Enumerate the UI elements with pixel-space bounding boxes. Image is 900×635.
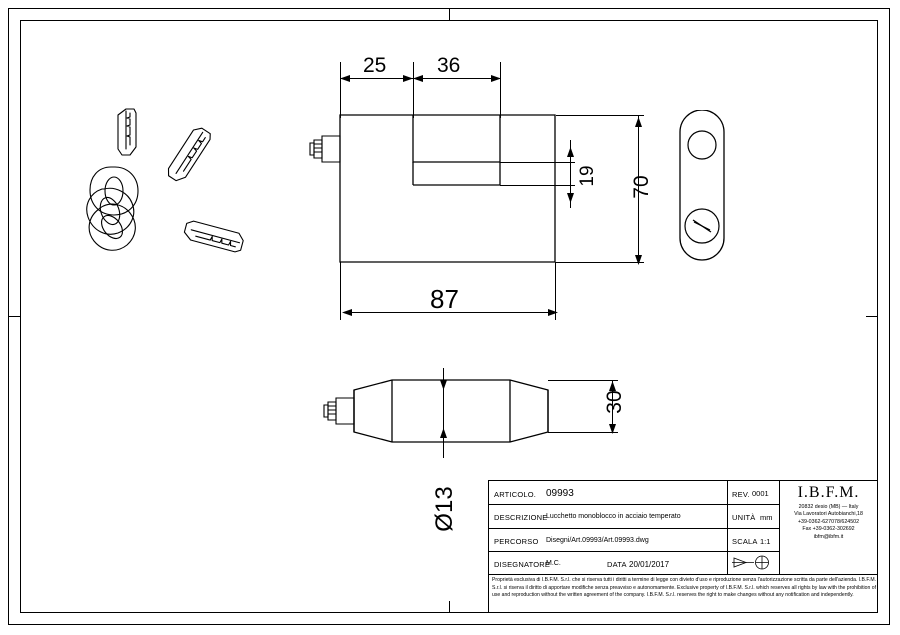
tb-label-scala: SCALA: [732, 537, 758, 546]
brand-name: I.B.F.M.: [797, 484, 860, 501]
tb-hline-4: [489, 574, 877, 575]
brand-block: [781, 484, 876, 541]
tb-value-rev: 0001: [752, 489, 769, 498]
legal-notice: Proprietà esclusiva di I.B.F.M. S.r.l. che si riserva tutti i diritti a termine di legge con divieto d'uso e riproduzione senza l'autorizzazione scritta da parte dell'azienda. I.B.F.M. S.r.l. si riserva il diritto di apportare modifiche senza preavviso e autonomamente. Exclusive property of I.B.F.M. S.r.l. which reserves all rights by law with the prohibition of use and reproduction without the written agreement of the company. I.B.F.M. S.r.l. reserves the right to make changes without any notification and independently.: [492, 577, 876, 599]
brand-address-line-1: 20832 desio (MB) — Italy: [798, 504, 859, 510]
brand-address-line-5: ibfm@ibfm.it: [813, 533, 844, 540]
brand-address: [781, 504, 876, 541]
tb-value-descrizione: Lucchetto monoblocco in acciaio temperato: [546, 513, 681, 520]
tb-value-unita: mm: [760, 513, 773, 522]
tb-vline-right: [779, 481, 780, 574]
tb-vline-left: [727, 481, 728, 574]
brand-address-line-3: +39-0362-627078/624502: [797, 518, 860, 525]
tb-value-data: 20/01/2017: [629, 560, 670, 569]
tb-hline-2: [489, 528, 779, 529]
frame-tick-bottom: [449, 601, 450, 613]
tb-label-data: DATA: [607, 560, 627, 569]
tb-label-percorso: PERCORSO: [494, 537, 539, 546]
frame-tick-right: [866, 316, 878, 317]
tb-hline-3: [489, 551, 779, 552]
brand-address-line-2: Via Lavoratori Autobianchi,18: [794, 511, 863, 518]
dim-label-87: 87: [430, 284, 459, 314]
dim-label-19: 19: [577, 165, 598, 187]
projection-symbol-icon: [732, 554, 776, 572]
keys-illustration: [70, 105, 280, 285]
tb-value-disegnatore: M.C.: [546, 560, 561, 567]
tb-hline-1: [489, 504, 779, 505]
frame-tick-top: [449, 8, 450, 20]
tb-value-percorso: Disegni/Art.09993/Art.09993.dwg: [546, 537, 649, 544]
tb-value-scala: 1:1: [760, 537, 771, 546]
tb-value-articolo: 09993: [546, 488, 574, 499]
dim-arrows-top: [330, 70, 520, 88]
frame-tick-left: [8, 316, 20, 317]
dim-label-30: 30: [603, 390, 626, 414]
tb-label-rev: REV.: [732, 490, 750, 499]
title-block: [488, 480, 878, 613]
tb-label-unita: UNITÀ: [732, 513, 756, 522]
dim-label-70: 70: [630, 175, 653, 199]
tb-label-disegnatore: DISEGNATORE: [494, 560, 551, 569]
brand-address-line-4: Fax +39-0362-302692: [802, 526, 855, 533]
dim-label-d13: Ø13: [431, 486, 458, 532]
tb-label-articolo: ARTICOLO.: [494, 490, 537, 499]
dim-label-25: 25: [363, 54, 387, 77]
dim-arrows-d13-lower: [435, 420, 453, 460]
tb-label-descrizione: DESCRIZIONE: [494, 513, 548, 522]
dim-label-36: 36: [437, 54, 461, 77]
dim-arrows-d13: [435, 368, 453, 408]
